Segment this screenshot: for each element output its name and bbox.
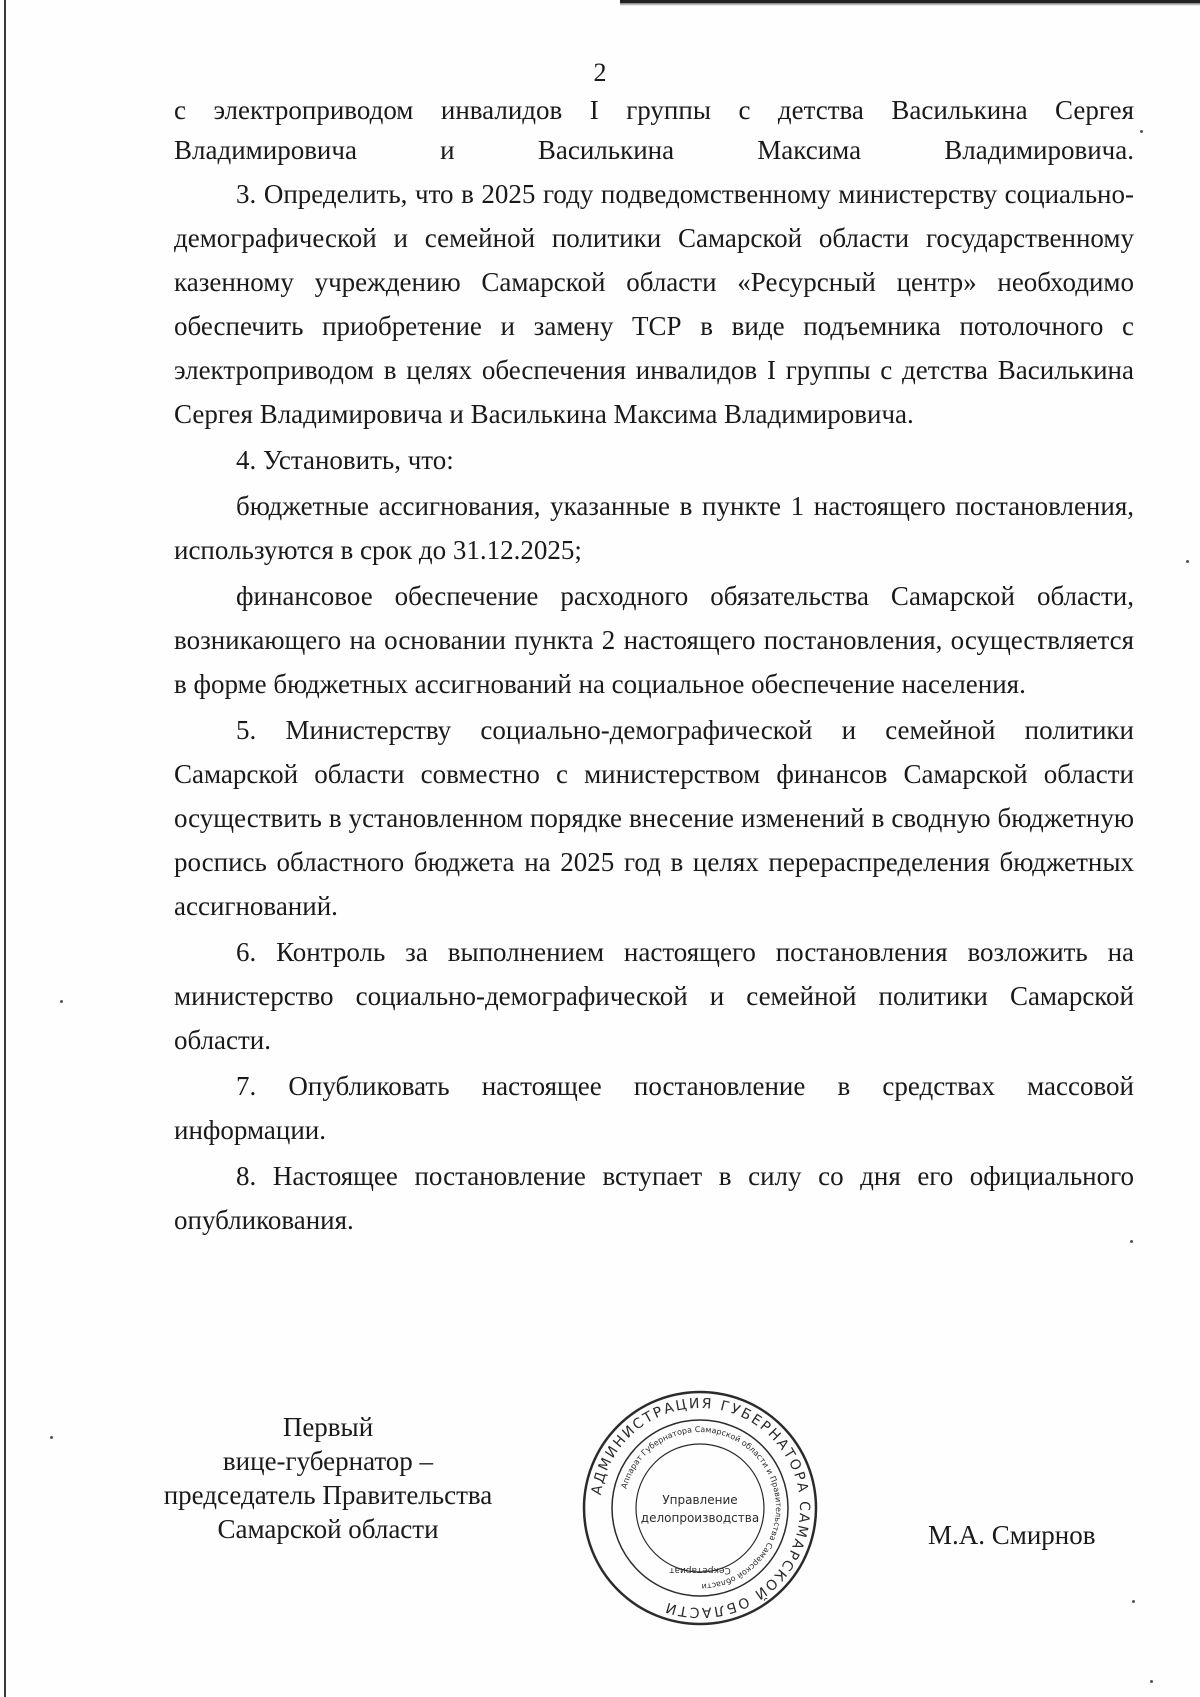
scan-edge-left (4, 0, 6, 1697)
signatory-title-line: вице-губернатор – (222, 1446, 434, 1476)
scan-speck (1132, 1600, 1135, 1603)
scan-speck (1186, 560, 1189, 563)
scan-speck (1150, 1680, 1153, 1683)
document-body (174, 90, 1134, 1244)
stamp-center-line-1: Управление (662, 1493, 738, 1507)
scan-edge-top (620, 0, 1200, 6)
signatory-title (138, 1410, 518, 1546)
stamp-inner-ring-text: Аппарат Губернатора Самарской области и Правительства Самарской области (619, 1424, 784, 1592)
paragraph-7: 7. Опубликовать настоящее постановление в средствах массовой информации. (174, 1071, 1134, 1145)
scan-speck (60, 1000, 63, 1003)
paragraph-4-item-2: финансовое обеспечение расходного обязательства Самарской области, возникающего на основании пункта 2 настоящего постановления, осуществляется в форме бюджетных ассигнований на социальное обеспечение населения. (174, 581, 1134, 699)
paragraph-8: 8. Настоящее постановление вступает в силу со дня его официального опубликования. (174, 1161, 1134, 1235)
stamp-inner-ring (636, 1444, 764, 1572)
paragraph-continuation: с электроприводом инвалидов I группы с детства Василькина Сергея Владимировича и Василькина Максима Владимировича. (174, 95, 1134, 165)
stamp-bottom-text: Секретариат (669, 1565, 731, 1575)
official-stamp (580, 1388, 820, 1628)
paragraph-4-item-1: бюджетные ассигнования, указанные в пункте 1 настоящего постановления, используются в срок до 31.12.2025; (174, 491, 1134, 565)
scan-speck (1130, 1240, 1133, 1243)
stamp-center-line-2: делопроизводства (640, 1511, 760, 1525)
scan-speck (1140, 130, 1143, 133)
signatory-title-line: председатель Правительства (163, 1480, 493, 1510)
signatory-title-line: Первый (282, 1412, 374, 1442)
paragraph-4: 4. Установить, что: (236, 445, 454, 475)
paragraph-3: 3. Определить, что в 2025 году подведомственному министерству социально-демографической и семейной политики Самарской области государственному казенному учреждению Самарской области «Ресурсный центр» необходимо обеспечить приобретение и замену ТСР в виде подъемника потолочного с электроприводом в целях обеспечения инвалидов I группы с детства Василькина Сергея Владимировича и Василькина Максима Владимировича. (174, 179, 1134, 429)
signatory-title-line: Самарской области (217, 1514, 439, 1544)
stamp-outer-text: АДМИНИСТРАЦИЯ ГУБЕРНАТОРА САМАРСКОЙ ОБЛАСТИ (588, 1395, 813, 1621)
signatory-name: М.А. Смирнов (928, 1520, 1096, 1550)
paragraph-5: 5. Министерству социально-демографической и семейной политики Самарской области совместно с министерством финансов Самарской области осуществить в установленном порядке внесение изменений в сводную бюджетную роспись областного бюджета на 2025 год в целях перераспределения бюджетных ассигнований. (174, 715, 1134, 921)
paragraph-6: 6. Контроль за выполнением настоящего постановления возложить на министерство социально-демографической и семейной политики Самарской области. (174, 937, 1134, 1055)
scan-speck (50, 1436, 53, 1439)
page-number: 2 (593, 58, 607, 87)
